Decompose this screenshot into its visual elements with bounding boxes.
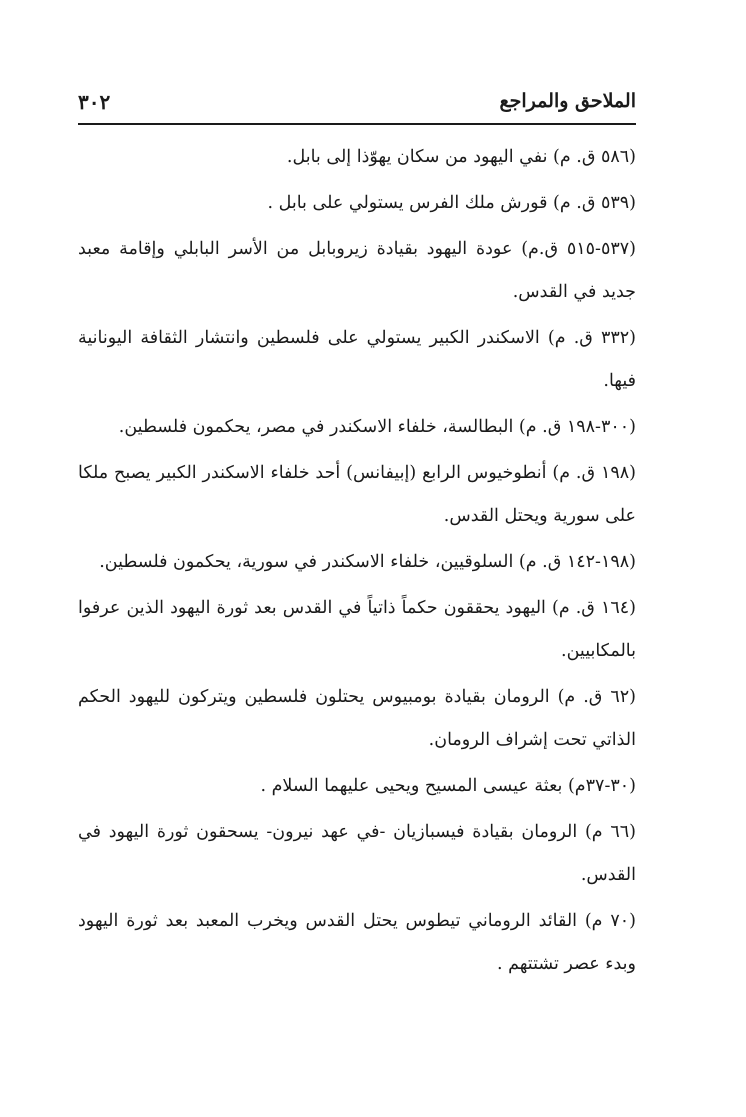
timeline-entry: (١٦٤ ق. م) اليهود يحققون حكماً ذاتياً في القدس بعد ثورة اليهود الذين عرفوا بالمكابيين. <box>78 598 636 661</box>
header-divider <box>78 123 636 125</box>
timeline-entry: (٣٠٠-١٩٨ ق. م) البطالسة، خلفاء الاسكندر في مصر، يحكمون فلسطين. <box>118 417 636 437</box>
timeline-entry: (٥٣٧-٥١٥ ق.م) عودة اليهود بقيادة زيروبابل من الأسر البابلي وإقامة معبد جديد في القدس. <box>78 239 636 302</box>
timeline-entry: (١٩٨-١٤٢ ق. م) السلوقيين، خلفاء الاسكندر في سورية، يحكمون فلسطين. <box>99 552 636 572</box>
timeline-entry: (٥٣٩ ق. م) قورش ملك الفرس يستولي على بابل . <box>267 193 636 213</box>
timeline-entry: (٣٣٢ ق. م) الاسكندر الكبير يستولي على فلسطين وانتشار الثقافة اليونانية فيها. <box>78 328 636 391</box>
timeline-list <box>78 136 636 989</box>
timeline-entry: (٦٢ ق. م) الرومان بقيادة بومبيوس يحتلون فلسطين ويتركون لليهود الحكم الذاتي تحت إشراف الرومان. <box>78 687 636 750</box>
page-number: ٣٠٢ <box>78 90 111 114</box>
timeline-entry: (٣٠-٣٧م) بعثة عيسى المسيح ويحيى عليهما السلام . <box>260 776 636 796</box>
timeline-entry: (٦٦ م) الرومان بقيادة فيسبازيان -في عهد نيرون- يسحقون ثورة اليهود في القدس. <box>78 822 636 885</box>
timeline-entry: (٧٠ م) القائد الروماني تيطوس يحتل القدس ويخرب المعبد بعد ثورة اليهود وبدء عصر تشتتهم . <box>78 911 636 974</box>
timeline-entry: (٥٨٦ ق. م) نفي اليهود من سكان يهوّذا إلى بابل. <box>286 147 636 167</box>
running-header <box>78 88 636 122</box>
timeline-entry: (١٩٨ ق. م) أنطوخيوس الرابع (إبيفانس) أحد خلفاء الاسكندر الكبير يصبح ملكا على سورية ويحتل القدس. <box>78 463 636 526</box>
chapter-title: الملاحق والمراجع <box>499 90 636 112</box>
